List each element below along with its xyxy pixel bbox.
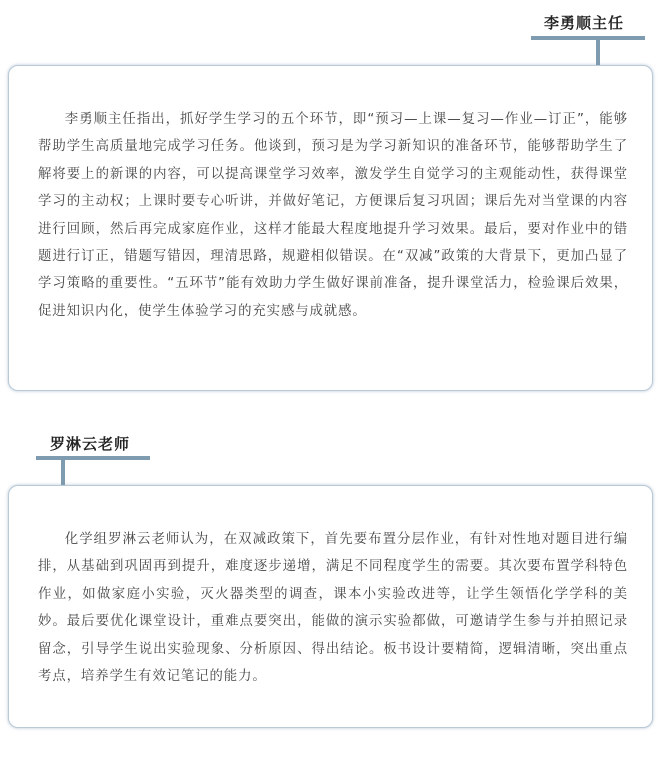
- section-1-connector: [596, 38, 600, 66]
- section-1-title: 李勇顺主任: [544, 14, 625, 32]
- section-1-card: [8, 65, 653, 391]
- section-1-body: 李勇顺主任指出，抓好学生学习的五个环节，即“预习—上课—复习—作业—订正”，能够帮助学生高质量地完成学习任务。他谈到，预习是为学习新知识的准备环节，能够帮助学生了解将要上的新课的内容，可以提高课堂学习效率，激发学生自觉学习的主观能动性，获得课堂学习的主动权；上课时要专心听讲，并做好笔记，方便课后复习巩固；课后先对当堂课的内容进行回顾，然后再完成家庭作业，这样才能最大程度地提升学习效果。最后，要对作业中的错题进行订正，错题写错因，理清思路，规避相似错误。在“双减”政策的大背景下，更加凸显了学习策略的重要性。“五环节”能有效助力学生做好课前准备，提升课堂活力，检验课后效果，促进知识内化，使学生体验学习的充实感与成就感。: [38, 112, 628, 319]
- section-2-body: 化学组罗淋云老师认为，在双减政策下，首先要布置分层作业，有针对性地对题目进行编排，从基础到巩固再到提升，难度逐步递增，满足不同程度学生的需要。其次要布置学科特色作业，如做家庭小实验，灭火器类型的调查，课本小实验改进等，让学生领悟化学学科的美妙。最后要优化课堂设计，重难点要突出，能做的演示实验都做，可邀请学生参与并拍照记录留念，引导学生说出实验现象、分析原因、得出结论。板书设计要精简，逻辑清晰，突出重点考点，培养学生有效记笔记的能力。: [38, 532, 628, 685]
- section-2-card: [8, 485, 653, 728]
- section-2-title: 罗淋云老师: [50, 435, 131, 453]
- section-1-title-underline: [531, 36, 645, 40]
- section-2-connector: [61, 458, 65, 486]
- section-2-title-underline: [36, 456, 150, 460]
